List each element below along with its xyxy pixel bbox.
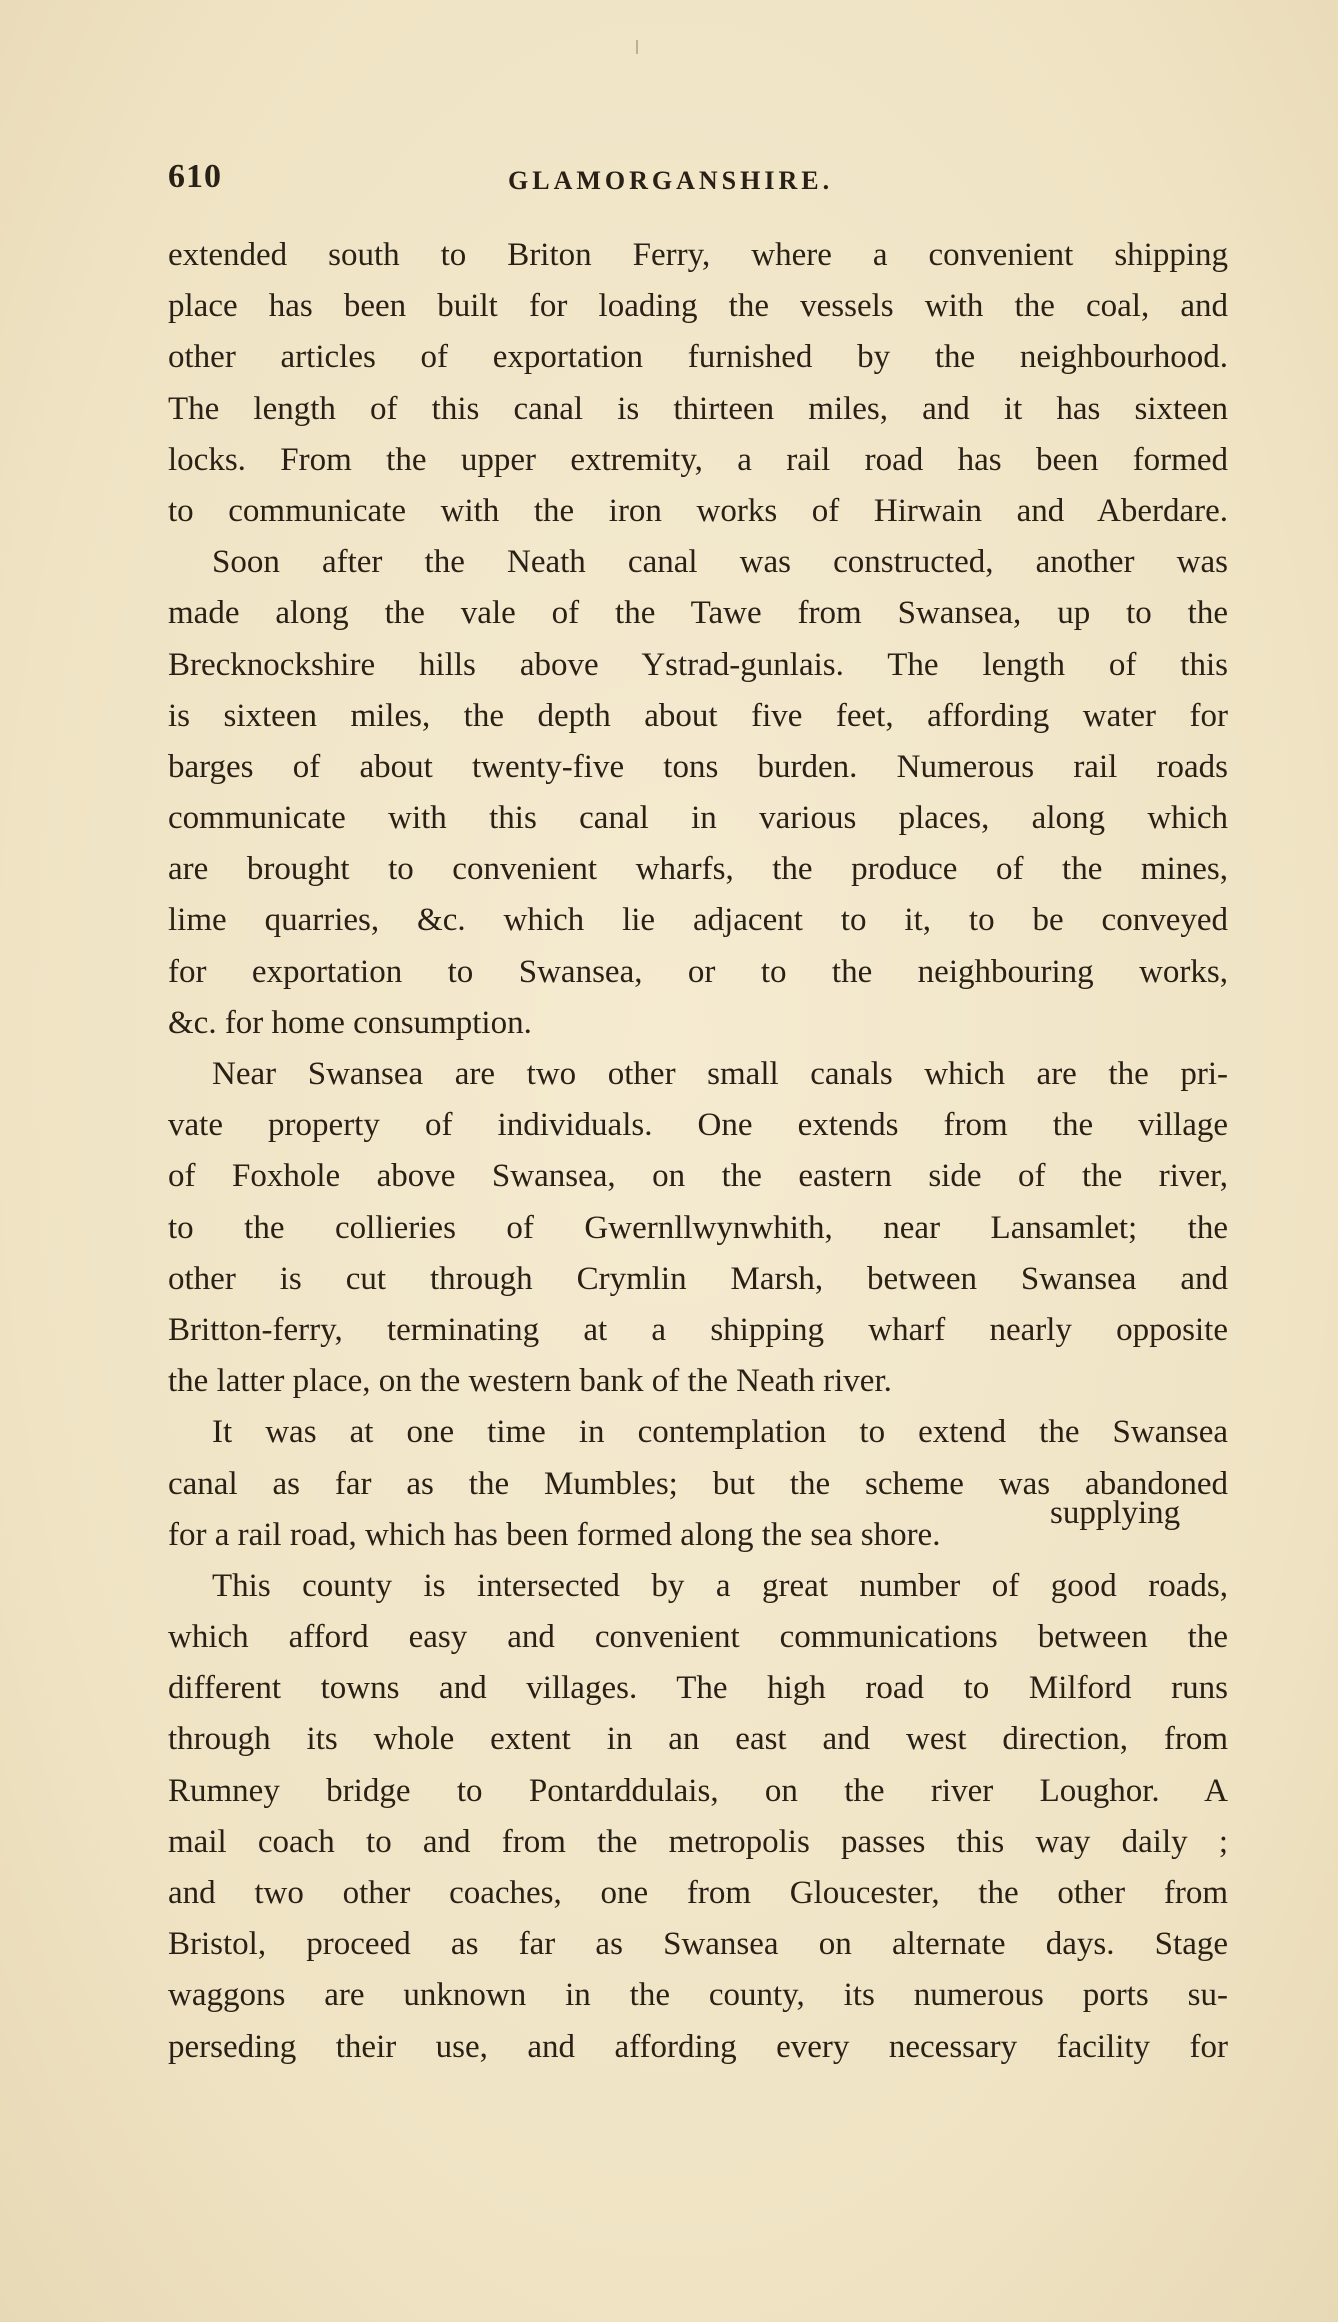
text-line: This county is intersected by a great number of good roads, [212, 1567, 1228, 1604]
text-line: are brought to convenient wharfs, the produce of the mines, [168, 851, 1228, 888]
text-line: The length of this canal is thirteen miles, and it has sixteen [168, 390, 1228, 427]
text-line: to communicate with the iron works of Hirwain and Aberdare. [168, 492, 1228, 529]
text-line: is sixteen miles, the depth about five feet, affording water for [168, 697, 1228, 734]
text-line: locks. From the upper extremity, a rail road has been formed [168, 441, 1228, 478]
text-line: Near Swansea are two other small canals which are the pri- [212, 1056, 1228, 1092]
text-line: to the collieries of Gwernllwynwhith, near Lansamlet; the [168, 1209, 1228, 1246]
page-number: 610 [168, 158, 222, 195]
text-line: Bristol, proceed as far as Swansea on alternate days. Stage [168, 1926, 1228, 1963]
text-line: communicate with this canal in various places, along which [168, 800, 1228, 837]
text-line: Britton-ferry, terminating at a shipping wharf nearly opposite [168, 1311, 1228, 1348]
text-line: &c. for home consumption. [168, 1004, 532, 1041]
text-line: mail coach to and from the metropolis passes this way daily ; [168, 1823, 1228, 1860]
text-line: the latter place, on the western bank of the Neath river. [168, 1363, 892, 1400]
text-line: different towns and villages. The high road to Milford runs [168, 1670, 1228, 1707]
text-line: perseding their use, and affording every necessary facility for [168, 2028, 1228, 2065]
text-line: barges of about twenty-five tons burden. Numerous rail roads [168, 748, 1228, 785]
text-line: Brecknockshire hills above Ystrad-gunlais. The length of this [168, 646, 1228, 683]
text-line: of Foxhole above Swansea, on the eastern side of the river, [168, 1158, 1228, 1195]
text-line: made along the vale of the Tawe from Swansea, up to the [168, 595, 1228, 632]
text-line: through its whole extent in an east and west direction, from [168, 1721, 1228, 1758]
text-line: other is cut through Crymlin Marsh, between Swansea and [168, 1260, 1228, 1297]
text-line: other articles of exportation furnished by the neighbourhood. [168, 339, 1228, 376]
text-line: It was at one time in contemplation to extend the Swansea [212, 1414, 1228, 1451]
text-line: canal as far as the Mumbles; but the scheme was abandoned [168, 1465, 1228, 1502]
text-line: lime quarries, &c. which lie adjacent to it, to be conveyed [168, 902, 1228, 939]
text-line: for a rail road, which has been formed along the sea shore. [168, 1516, 941, 1553]
text-line: place has been built for loading the vessels with the coal, and [168, 288, 1228, 325]
text-line: Rumney bridge to Pontarddulais, on the river Loughor. A [168, 1772, 1228, 1809]
page-header [168, 158, 1228, 198]
text-line: Soon after the Neath canal was constructed, another was [212, 544, 1228, 581]
text-line: which afford easy and convenient communications between the [168, 1619, 1228, 1656]
text-line: vate property of individuals. One extends from the village [168, 1107, 1228, 1144]
body-text [168, 230, 1228, 2073]
catchword: supplying [1050, 1495, 1181, 1531]
binding-thread-mark [636, 40, 638, 54]
text-line: extended south to Briton Ferry, where a convenient shipping [168, 237, 1228, 273]
running-title: GLAMORGANSHIRE. [508, 166, 834, 195]
text-line: and two other coaches, one from Gloucester, the other from [168, 1875, 1228, 1911]
text-line: waggons are unknown in the county, its numerous ports su- [168, 1977, 1228, 2014]
text-line: for exportation to Swansea, or to the neighbouring works, [168, 953, 1228, 990]
